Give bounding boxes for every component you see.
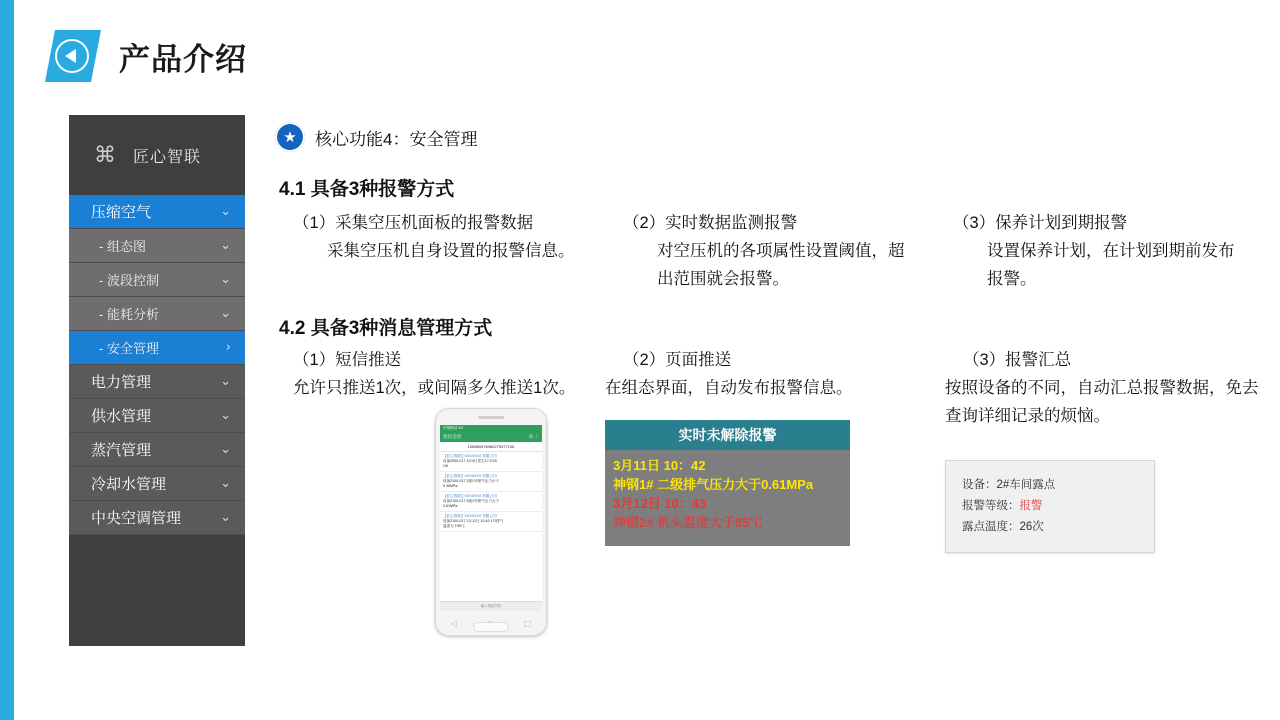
main-content <box>275 120 1265 636</box>
phone-icons <box>529 434 539 439</box>
page-header <box>45 30 247 82</box>
sidebar-item-label: 中央空调管理 <box>91 510 182 527</box>
recent-icon[interactable]: □ <box>523 618 532 628</box>
phone-status-bar: 中国移动 4G <box>440 425 542 432</box>
chevron-down-icon[interactable]: ⌄ <box>220 442 231 457</box>
sms-line3: 0.61MPa <box>443 504 458 508</box>
sms-title: 【匠心智联】XXXXXXX 有限公司 <box>443 514 497 518</box>
summary-label: 露点温度： <box>962 521 1020 533</box>
list-item <box>440 492 542 512</box>
left-accent-bar <box>0 0 14 720</box>
sidebar-item-energy-analysis[interactable] <box>69 297 245 331</box>
sidebar-item-power-management[interactable] <box>69 365 245 399</box>
sms-line2: 设备2100-017 2级1号排气压力小于 <box>443 479 500 483</box>
sidebar-item-label: - 能耗分析 <box>99 307 159 322</box>
sidebar-item-label: 冷却水管理 <box>91 476 167 493</box>
sms-line2: 设备2000-017 3月4日发生17:0:00 <box>443 459 497 463</box>
back-icon[interactable]: ◁ <box>450 618 458 628</box>
alarm-panel-title: 实时未解除报警 <box>605 420 850 450</box>
sms-input[interactable]: 输入短信内容 <box>440 601 542 611</box>
summary-label: 报警等级： <box>962 500 1020 512</box>
alarm-panel <box>605 420 850 546</box>
core-function-heading <box>275 120 1265 154</box>
alarm-row-time: 3月11日 10：42 <box>613 458 706 473</box>
phone-home-button[interactable] <box>473 622 509 632</box>
phone-sender-number: 106580576980275377106 <box>440 442 542 452</box>
section-41-title: 4.1 具备3种报警方式 <box>279 179 455 200</box>
sidebar-item-water-supply-management[interactable] <box>69 399 245 433</box>
section-41-col-1 <box>275 209 605 293</box>
chevron-down-icon[interactable]: ⌄ <box>220 306 231 321</box>
sms-line3: OK <box>443 464 449 468</box>
col-body: 采集空压机自身设置的报警信息。 <box>327 242 575 260</box>
company-logo-icon: ⌘ <box>94 142 116 168</box>
summary-value: 2#车间露点 <box>996 479 1056 491</box>
star-badge-icon: ★ <box>275 122 305 152</box>
sms-title: 【匠心智联】XXXXXXX 有限公司 <box>443 474 497 478</box>
alarm-row-text: 神钢2# 机头温度大于85℃ <box>613 515 763 530</box>
section-42-col-1 <box>275 346 605 636</box>
col-body: 对空压机的各项属性设置阈值，超出范围就会报警。 <box>657 242 905 288</box>
list-item <box>440 512 542 532</box>
summary-row <box>962 475 1138 496</box>
section-42-title: 4.2 具备3种消息管理方式 <box>279 318 493 339</box>
col-head: （2）页面推送 <box>623 351 732 369</box>
chevron-down-icon[interactable]: ⌄ <box>220 408 231 423</box>
section-41-columns <box>275 209 1265 293</box>
col-body: 按照设备的不同，自动汇总报警数据，免去查询详细记录的烦恼。 <box>945 379 1259 425</box>
sms-title: 【匠心智联】XXXXXXX 有限公司 <box>443 454 497 458</box>
col-body: 设置保养计划，在计划到期前发布报警。 <box>987 242 1235 288</box>
phone-header-title: 短信会话 <box>443 434 462 439</box>
sidebar-brand <box>69 115 245 195</box>
chevron-down-icon[interactable]: ⌄ <box>220 510 231 525</box>
col-head: （3）报警汇总 <box>963 351 1072 369</box>
sms-line2: 设备2100-017 2级1号排气压力大于 <box>443 499 500 503</box>
sidebar-item-label: 蒸汽管理 <box>91 442 152 459</box>
section-42-col-2 <box>605 346 945 636</box>
sidebar-item-label: 电力管理 <box>91 374 152 391</box>
play-left-icon <box>45 30 101 82</box>
section-42-columns <box>275 346 1265 636</box>
sms-line3: 0.39MPa <box>443 484 458 488</box>
sidebar-item-label: - 安全管理 <box>99 341 159 356</box>
chevron-right-icon[interactable]: › <box>225 340 231 355</box>
list-item <box>440 452 542 472</box>
chevron-down-icon[interactable]: ⌄ <box>220 272 231 287</box>
section-42-col-3 <box>945 346 1265 636</box>
col-head: （3）保养计划到期报警 <box>953 214 1128 232</box>
chevron-down-icon[interactable]: ⌄ <box>220 238 231 253</box>
col-head: （2）实时数据监测报警 <box>623 214 798 232</box>
phone-app-header <box>440 432 542 442</box>
sidebar-item-configuration-diagram[interactable] <box>69 229 245 263</box>
core-function-title: 核心功能4：安全管理 <box>315 129 478 149</box>
alarm-panel-body <box>605 450 850 546</box>
summary-row <box>962 496 1138 517</box>
alarm-row-time: 3月12日 10：43 <box>613 496 707 511</box>
sidebar-item-label: 供水管理 <box>91 408 152 425</box>
sidebar-item-safety-management[interactable] <box>69 331 245 365</box>
page-title: 产品介绍 <box>119 41 247 77</box>
sms-line2: 设备2100-017 3月12日 10:43 1号排气 <box>443 519 504 523</box>
col-head: （1）短信推送 <box>293 351 402 369</box>
brand-name: 匠心智联 <box>133 148 202 166</box>
summary-value: 26次 <box>1019 521 1044 533</box>
phone-mockup <box>435 408 605 636</box>
summary-card <box>945 460 1155 553</box>
sidebar <box>69 115 245 646</box>
alarm-row-text: 神钢1# 二级排气压力大于0.61MPa <box>613 477 814 492</box>
sidebar-item-label: 压缩空气 <box>91 204 152 221</box>
chevron-down-icon[interactable]: ⌄ <box>220 476 231 491</box>
phone-screen <box>440 425 542 611</box>
sidebar-item-central-ac-management[interactable] <box>69 501 245 535</box>
summary-row <box>962 517 1138 538</box>
chevron-down-icon[interactable]: ⌄ <box>220 374 231 389</box>
sidebar-item-band-control[interactable] <box>69 263 245 297</box>
list-item <box>440 472 542 492</box>
sidebar-item-compressed-air[interactable] <box>69 195 245 229</box>
section-41-col-3 <box>935 209 1265 293</box>
section-41-col-2 <box>605 209 935 293</box>
col-body: 在组态界面，自动发布报警信息。 <box>605 379 853 397</box>
sidebar-item-cooling-water-management[interactable] <box>69 467 245 501</box>
col-body: 允许只推送1次，或间隔多久推送1次。 <box>293 379 576 397</box>
chevron-down-icon[interactable]: ⌄ <box>220 204 231 219</box>
summary-label: 设备： <box>962 479 997 491</box>
sidebar-item-steam-management[interactable] <box>69 433 245 467</box>
phone-speaker <box>478 416 504 419</box>
dots-icon[interactable]: ⋮ <box>534 434 539 439</box>
sms-line3: 温度大于85℃ <box>443 524 465 528</box>
sms-title: 【匠心智联】XXXXXXX 有限公司 <box>443 494 497 498</box>
sidebar-item-label: - 组态图 <box>99 239 146 254</box>
sidebar-item-label: - 波段控制 <box>99 273 159 288</box>
status-badge: 报警 <box>1019 500 1043 512</box>
col-head: （1）采集空压机面板的报警数据 <box>293 214 534 232</box>
phone-icon[interactable]: ✆ <box>529 434 534 439</box>
